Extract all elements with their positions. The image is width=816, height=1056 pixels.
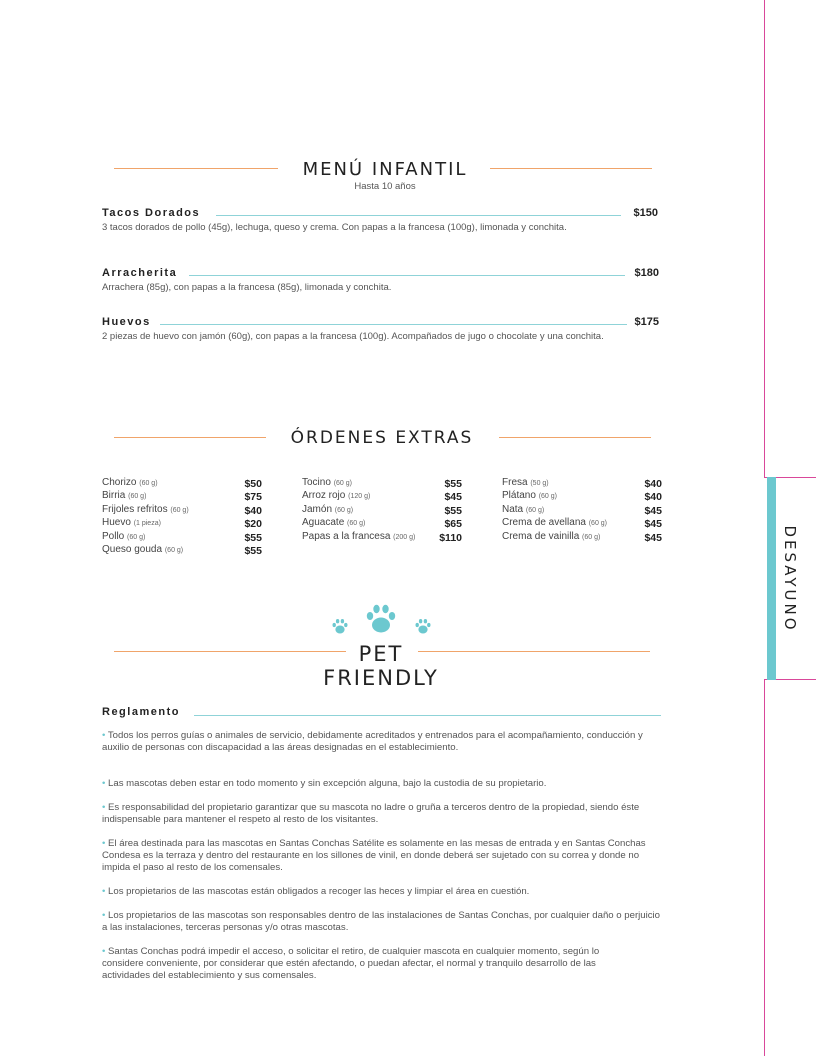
extra-item-name: Papas a la francesa — [302, 530, 391, 542]
menu-title-right-line — [490, 168, 652, 169]
menu-item-name: Tacos Dorados — [102, 207, 201, 219]
extra-item-name: Huevo — [102, 517, 131, 529]
menu-item-desc: 3 tacos dorados de pollo (45g), lechuga, queso y crema. Con papas a la francesa (100g), limonada y conchita. — [102, 222, 567, 233]
extra-item-price: $45 — [644, 531, 662, 544]
rules-heading: Reglamento — [102, 706, 180, 718]
extras-title: ÓRDENES EXTRAS — [290, 428, 474, 448]
extra-item — [302, 531, 462, 544]
rule-text: Es responsabilidad del propietario garantizar que su mascota no ladre o gruña a terceros dentro de la propiedad, siendo éste indispensable para mantener el respeto al resto de los visitantes. — [102, 802, 640, 825]
rule-bullet: • — [102, 778, 106, 789]
extra-item-qty: (200 g) — [393, 533, 416, 541]
extra-item-price: $110 — [439, 531, 462, 544]
extra-item — [302, 517, 462, 530]
extra-item-name: Aguacate — [302, 517, 345, 529]
extra-item-qty: (60 g) — [170, 506, 189, 514]
extras-title-right-line — [499, 437, 651, 438]
extra-item-name: Crema de avellana — [502, 517, 586, 529]
extra-item-price: $55 — [244, 531, 262, 544]
extra-item — [302, 490, 462, 503]
page-edge-line-bottom — [764, 680, 765, 1056]
extra-item-qty: (60 g) — [127, 533, 146, 541]
extra-item — [302, 477, 462, 490]
extra-item-qty: (60 g) — [582, 533, 601, 541]
extra-item — [102, 490, 262, 503]
rule-item — [102, 802, 662, 826]
rule-item — [102, 838, 662, 873]
extra-item-qty: (60 g) — [164, 546, 184, 554]
rule-text: Santas Conchas podrá impedir el acceso, o solicitar el retiro, de cualquier mascota en cualquier momento, según lo considere conveniente, por considerar que estén afectando, o puedan afectar, el normal y tranquilo desarrollo de las actividades del establecimiento y sus comensales. — [102, 946, 600, 981]
rule-text: Todos los perros guías o animales de servicio, debidamente acreditados y entrenados para el acompañamiento, conducción y auxilio de personas con discapacidad a las áreas designadas en el establecimiento. — [102, 730, 643, 753]
rule-bullet: • — [102, 838, 106, 849]
extra-item-price: $45 — [644, 518, 662, 531]
extra-item — [102, 504, 262, 517]
menu-item-price: $175 — [634, 316, 659, 328]
menu-title: MENÚ INFANTIL — [302, 159, 468, 180]
extras-column — [302, 477, 462, 544]
menu-item-leader-line — [216, 215, 621, 216]
paw-print-small-left-icon — [331, 618, 349, 635]
extra-item-price: $65 — [444, 518, 462, 531]
menu-item-name: Huevos — [102, 316, 151, 328]
extra-item-qty: (60 g) — [334, 506, 354, 514]
extra-item — [502, 490, 662, 503]
rule-text: Las mascotas deben estar en todo momento y sin excepción alguna, bajo la custodia de su propietario. — [108, 778, 547, 789]
extras-column — [502, 477, 662, 544]
menu-subtitle: Hasta 10 años — [354, 181, 416, 192]
extra-item-name: Birria — [102, 490, 126, 502]
pet-title-line1: PET — [358, 642, 404, 666]
rule-bullet: • — [102, 802, 106, 813]
extra-item-qty: (60 g) — [128, 493, 147, 501]
rule-bullet: • — [102, 730, 106, 741]
extra-item-qty: (60 g) — [525, 506, 545, 514]
rule-item — [102, 946, 632, 981]
side-tab-bar — [767, 477, 776, 680]
extra-item-price: $45 — [644, 504, 662, 517]
extra-item-qty: (60 g) — [139, 480, 158, 487]
rule-item — [102, 910, 662, 934]
extra-item-name: Queso gouda — [102, 543, 163, 555]
rule-text: Los propietarios de las mascotas están obligados a recoger las heces y limpiar el área en cuestión. — [108, 886, 530, 897]
rules-heading-line — [194, 715, 661, 716]
extra-item — [102, 517, 262, 530]
rule-item — [102, 730, 662, 754]
extras-title-left-line — [114, 437, 266, 438]
rule-bullet: • — [102, 946, 106, 957]
extra-item-name: Fresa — [502, 477, 528, 488]
extras-column — [102, 477, 262, 557]
extra-item-name: Plátano — [502, 490, 536, 502]
extra-item-qty: (60 g) — [538, 493, 557, 501]
extra-item-name: Frijoles refritos — [102, 503, 168, 515]
side-tab-label[interactable]: DESAYUNO — [781, 525, 799, 633]
pet-title-line2: FRIENDLY — [323, 666, 439, 690]
paw-print-icon — [364, 603, 398, 635]
extra-item — [302, 504, 462, 517]
extra-item-qty: (60 g) — [588, 520, 608, 528]
extra-item-price: $40 — [644, 478, 662, 490]
extra-item — [502, 477, 662, 490]
extra-item-name: Crema de vainilla — [502, 530, 580, 542]
extra-item-price: $75 — [244, 491, 262, 504]
menu-item-desc: 2 piezas de huevo con jamón (60g), con papas a la francesa (100g). Acompañados de jugo o chocolate y una conchita. — [102, 331, 604, 342]
extra-item — [102, 544, 262, 557]
extra-item-qty: (1 pieza) — [133, 520, 161, 528]
menu-item-leader-line — [189, 275, 625, 276]
extra-item-price: $20 — [244, 518, 262, 531]
rule-bullet: • — [102, 886, 106, 897]
extra-item — [102, 477, 262, 490]
extra-item-qty: (50 g) — [530, 480, 549, 487]
extra-item-price: $50 — [244, 478, 262, 490]
rule-text: Los propietarios de las mascotas son responsables dentro de las instalaciones de Santas Conchas, por cualquier daño o perjuicio a las instalaciones, terceras personas y/o otras mascotas. — [102, 910, 661, 933]
extra-item — [102, 531, 262, 544]
menu-item-price: $180 — [634, 267, 659, 279]
extra-item-name: Tocino — [302, 477, 331, 488]
extra-item — [502, 517, 662, 530]
extra-item-price: $40 — [644, 491, 662, 504]
menu-item-name: Arracherita — [102, 267, 178, 279]
extra-item-price: $55 — [244, 544, 262, 557]
paw-print-small-right-icon — [414, 618, 432, 635]
menu-item-price: $150 — [633, 207, 658, 219]
extra-item-price: $55 — [444, 478, 462, 490]
extra-item-name: Pollo — [102, 530, 125, 542]
extra-item-qty: (60 g) — [347, 520, 366, 528]
rule-bullet: • — [102, 910, 106, 921]
extra-item-price: $40 — [244, 504, 262, 517]
rule-text: El área destinada para las mascotas en Santas Conchas Satélite es solamente en las mesas de entrada y en Santas Conchas Condesa es la terraza y dentro del restaurante en los sillones de vinil, en donde deberá ser sujetado con su correa y donde no impida el paso al resto de los comensales. — [102, 838, 646, 873]
extra-item-name: Nata — [502, 503, 524, 515]
extra-item-price: $55 — [444, 504, 462, 517]
extra-item-price: $45 — [444, 491, 462, 504]
extra-item-name: Arroz rojo — [302, 490, 346, 502]
extra-item — [502, 531, 662, 544]
page-edge-line-top — [764, 0, 765, 477]
extra-item-name: Chorizo — [102, 477, 137, 488]
extra-item-qty: (120 g) — [348, 493, 371, 501]
extra-item-qty: (60 g) — [333, 480, 352, 487]
extra-item-name: Jamón — [302, 503, 333, 515]
menu-item-leader-line — [160, 324, 627, 325]
menu-title-left-line — [114, 168, 278, 169]
extra-item — [502, 504, 662, 517]
menu-item-desc: Arrachera (85g), con papas a la francesa (85g), limonada y conchita. — [102, 282, 392, 293]
rule-item — [102, 778, 662, 790]
rule-item — [102, 886, 662, 898]
